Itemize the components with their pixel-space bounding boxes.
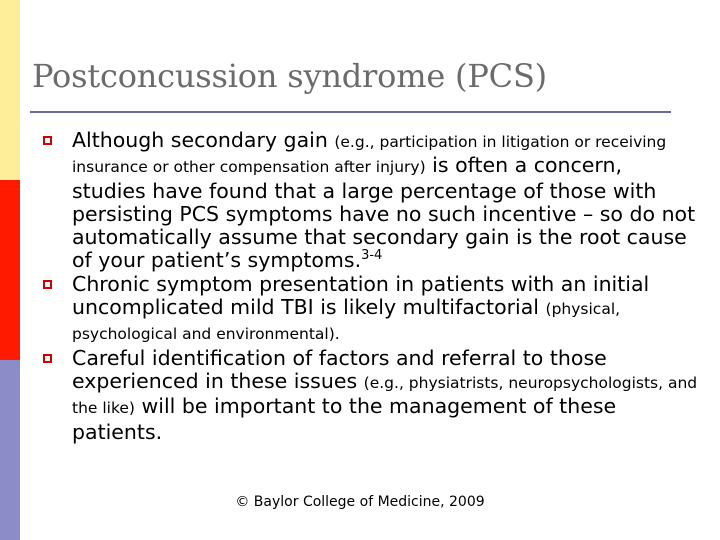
bullet-text: Chronic symptom presentation in patients with an initial uncomplicated mild TBI is likely multifactorial	[72, 271, 650, 320]
copyright-footer: © Baylor College of Medicine, 2009	[235, 494, 485, 510]
bullet-item-chronic-symptoms	[40, 273, 700, 347]
bullet-item-referral	[40, 347, 700, 444]
side-bar-red-segment	[0, 180, 20, 360]
bullet-parenthetical: (e.g., physiatrists, neuropsychologists, and the like)	[72, 373, 698, 418]
bullet-text: Careful identification of factors and referral to those experienced in these issues	[72, 345, 607, 393]
slide-title: Postconcussion syndrome (PCS)	[32, 57, 547, 95]
bullet-text: Although secondary gain	[72, 128, 335, 152]
bullet-text-continued: will be important to the management of these patients.	[72, 394, 617, 444]
bullet-list	[40, 129, 700, 444]
side-bar-purple-segment	[0, 360, 20, 540]
side-bar-yellow-segment	[0, 0, 20, 180]
bullet-parenthetical: (e.g., participation in litigation or receiving insurance or other compensation after injury)	[72, 133, 667, 177]
hollow-square-bullet-icon	[43, 354, 52, 363]
bullet-item-secondary-gain	[40, 129, 700, 273]
title-underline	[30, 111, 671, 113]
bullet-parenthetical: (physical, psychological and environmental).	[72, 300, 621, 344]
bullet-text-continued: is often a concern, studies have found that a large percentage of those with persisting PCS symptoms have no such incentive – so do not automatically assume that secondary gain is the root cause of your patient’s symptoms.	[72, 153, 696, 273]
citation-reference: 3-4	[361, 248, 383, 264]
side-color-bar	[0, 0, 20, 540]
hollow-square-bullet-icon	[43, 280, 52, 289]
hollow-square-bullet-icon	[43, 136, 52, 145]
